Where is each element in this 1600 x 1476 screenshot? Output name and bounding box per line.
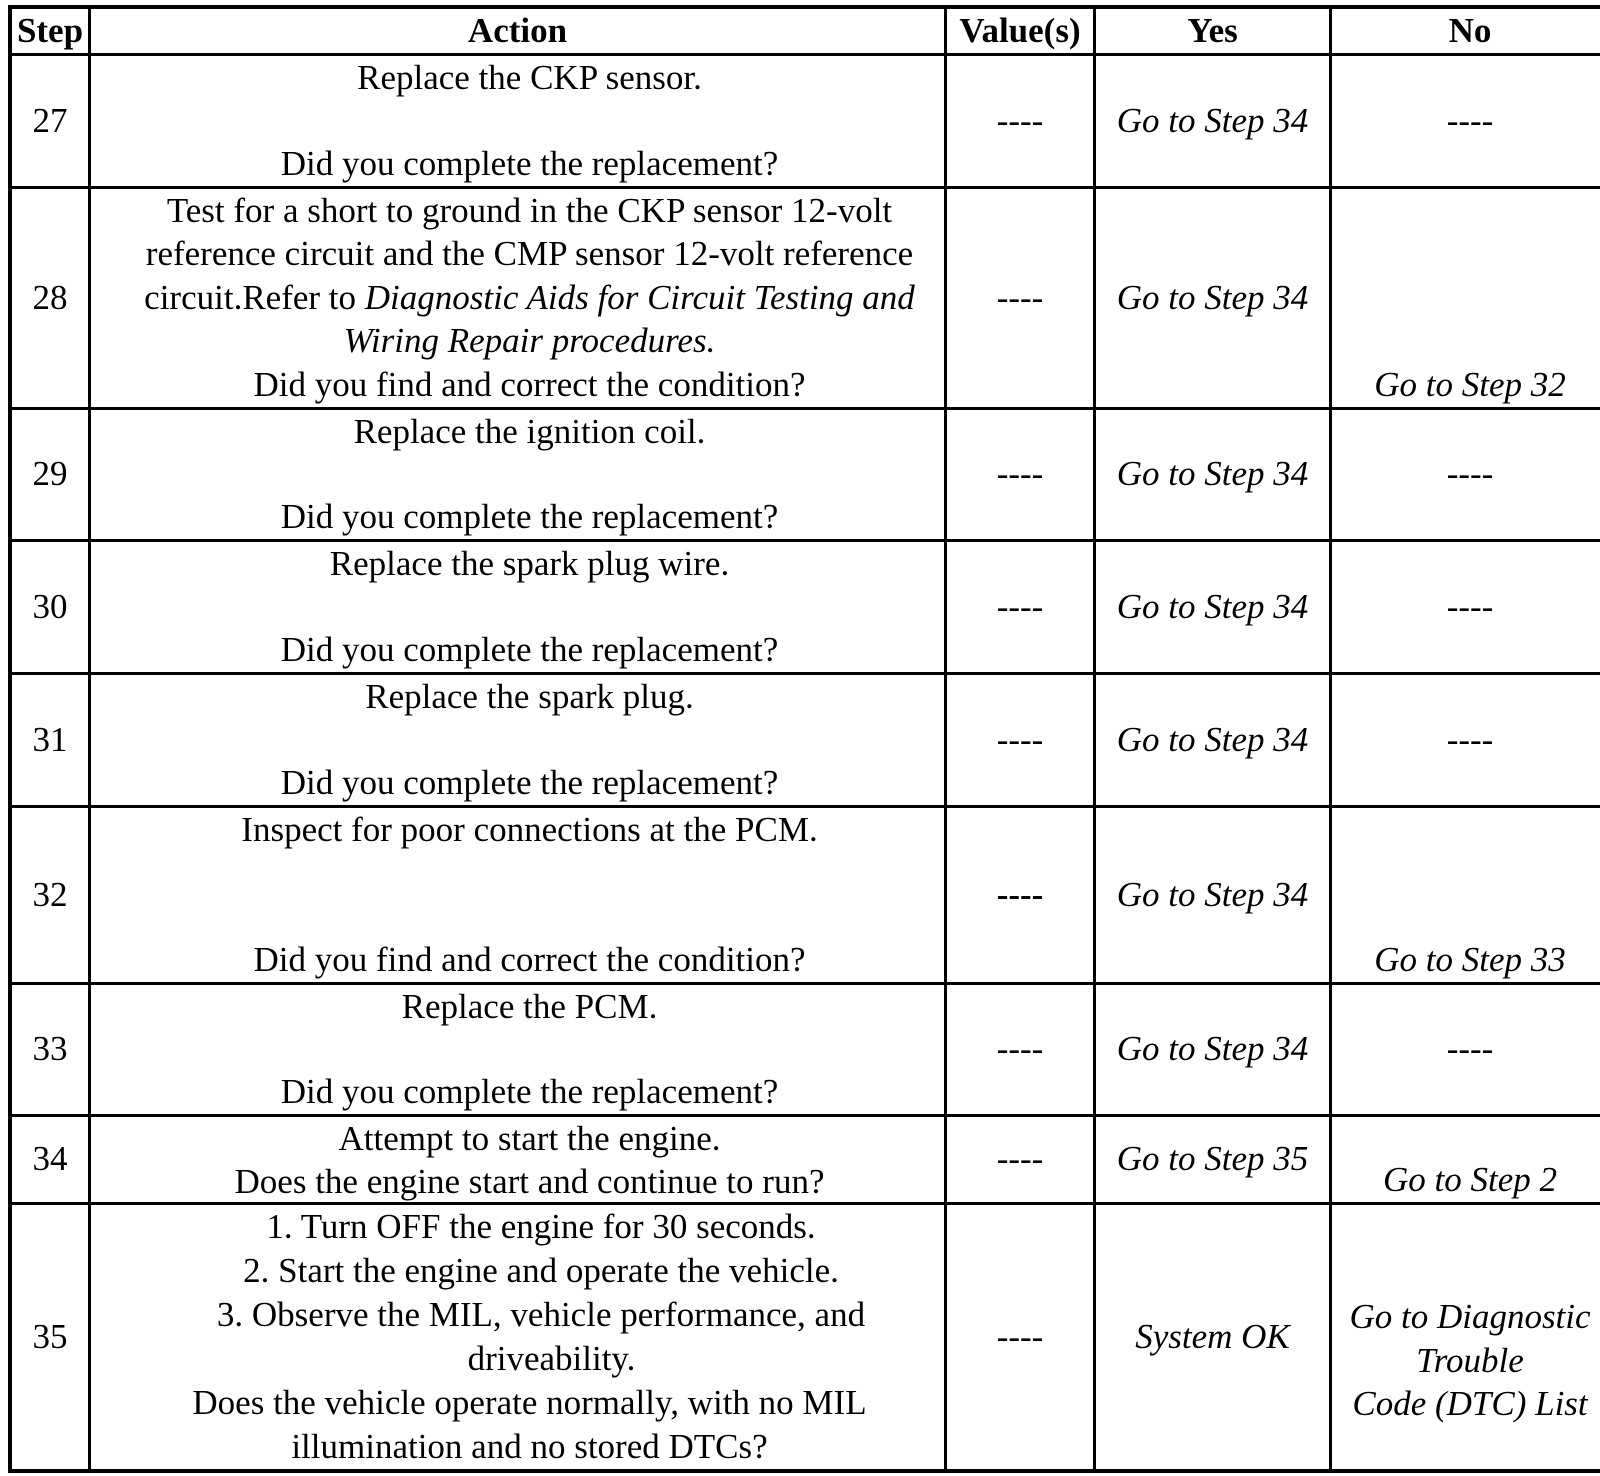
value-text: ---- [996, 277, 1044, 317]
dtc-list-link-line[interactable]: Code (DTC) List [1352, 1384, 1588, 1423]
no-cell [1331, 187, 1600, 408]
value-cell [946, 983, 1095, 1115]
action-instruction: Replace the spark plug wire. [329, 543, 730, 583]
yes-go-to-step-link[interactable]: Go to Step 34 [1116, 277, 1309, 317]
no-value-text: ---- [1446, 586, 1494, 626]
table-row [10, 408, 1600, 540]
action-cell [90, 1115, 946, 1203]
no-cell [1331, 1115, 1600, 1203]
action-question: Does the engine start and continue to run? [234, 1162, 825, 1201]
action-question: Did you complete the replacement? [280, 630, 779, 669]
reference-procedure-link[interactable]: Diagnostic Aids for Circuit Testing and [364, 277, 915, 317]
value-cell [946, 673, 1095, 806]
reference-procedure-link[interactable]: Wiring Repair procedures. [343, 321, 716, 361]
yes-cell [1095, 673, 1331, 806]
diagnostic-table [8, 5, 1600, 1473]
action-instruction: Replace the spark plug. [365, 676, 694, 716]
step-number-cell [10, 983, 90, 1115]
procedure-step-number: 3. [216, 1294, 244, 1334]
no-cell [1331, 806, 1600, 983]
yes-cell [1095, 1115, 1331, 1203]
table-row [10, 806, 1600, 983]
action-instruction-line [115, 319, 944, 363]
action-instruction: Inspect for poor connections at the PCM. [241, 809, 818, 849]
value-text: ---- [996, 100, 1044, 140]
value-text: ---- [996, 874, 1044, 914]
action-text [91, 675, 944, 805]
dtc-list-link-line[interactable]: Trouble [1416, 1340, 1524, 1380]
action-text [91, 542, 944, 672]
action-question: Does the vehicle operate normally, with no MIL [192, 1383, 867, 1423]
action-cell [90, 187, 946, 408]
step-number-cell [10, 673, 90, 806]
yes-result-text: System OK [1135, 1317, 1290, 1356]
action-question: Did you complete the replacement? [280, 497, 779, 536]
value-text: ---- [996, 454, 1044, 494]
yes-go-to-step-link[interactable]: Go to Step 35 [1116, 1139, 1309, 1179]
step-number-cell [10, 408, 90, 540]
action-instruction: Replace the CKP sensor. [357, 57, 702, 97]
no-value-text: ---- [1446, 719, 1494, 759]
no-value-text: ---- [1446, 100, 1494, 140]
no-cell [1331, 540, 1600, 673]
step-number-cell [10, 187, 90, 408]
yes-go-to-step-link[interactable]: Go to Step 34 [1116, 1029, 1309, 1069]
action-cell [90, 806, 946, 983]
table-row [10, 54, 1600, 187]
value-cell [946, 54, 1095, 187]
yes-go-to-step-link[interactable]: Go to Step 34 [1116, 874, 1309, 914]
no-cell [1331, 1203, 1600, 1471]
action-cell [90, 540, 946, 673]
no-go-to-step-link[interactable]: Go to Step 2 [1382, 1160, 1557, 1199]
action-instruction-line: Test for a short to ground in the CKP sensor 12-volt [166, 190, 893, 230]
procedure-step [115, 1205, 944, 1249]
action-question: Did you complete the replacement? [280, 1072, 779, 1111]
yes-go-to-step-link[interactable]: Go to Step 34 [1116, 100, 1309, 140]
value-text: ---- [996, 586, 1044, 626]
action-instruction-line [115, 276, 944, 320]
action-instruction-line: reference circuit and the CMP sensor 12-volt reference [145, 234, 914, 274]
value-cell [946, 540, 1095, 673]
value-cell [946, 1115, 1095, 1203]
yes-cell [1095, 1203, 1331, 1471]
action-text [91, 1117, 944, 1202]
step-number: 29 [32, 454, 68, 494]
action-question: illumination and no stored DTCs? [291, 1427, 768, 1467]
yes-go-to-step-link[interactable]: Go to Step 34 [1116, 586, 1309, 626]
yes-cell [1095, 54, 1331, 187]
no-go-to-step-link[interactable]: Go to Step 32 [1374, 365, 1566, 404]
action-question: Did you find and correct the condition? [253, 365, 806, 404]
step-number-cell [10, 1203, 90, 1471]
action-instruction: Replace the ignition coil. [353, 411, 706, 451]
step-number: 31 [32, 719, 68, 759]
yes-cell [1095, 983, 1331, 1115]
table-row [10, 187, 1600, 408]
header-step: Step [10, 7, 90, 54]
step-number-cell [10, 54, 90, 187]
action-cell [90, 408, 946, 540]
header-yes: Yes [1095, 7, 1331, 54]
header-values: Value(s) [946, 7, 1095, 54]
procedure-step-text: Turn OFF the engine for 30 seconds. [300, 1206, 816, 1246]
table-row [10, 540, 1600, 673]
action-question: Did you find and correct the condition? [253, 940, 806, 979]
step-number-cell [10, 1115, 90, 1203]
value-cell [946, 187, 1095, 408]
procedure-step [115, 1249, 944, 1293]
step-number: 30 [32, 586, 68, 626]
action-question: Did you complete the replacement? [280, 144, 779, 183]
no-cell [1331, 983, 1600, 1115]
yes-go-to-step-link[interactable]: Go to Step 34 [1116, 719, 1309, 759]
table-row [10, 1203, 1600, 1471]
table-head [10, 7, 1600, 54]
action-text [91, 985, 944, 1114]
step-number-cell [10, 806, 90, 983]
step-number: 32 [32, 874, 68, 914]
procedure-step-text: Observe the MIL, vehicle performance, and [251, 1294, 866, 1334]
no-cell [1331, 54, 1600, 187]
action-instruction: Attempt to start the engine. [338, 1118, 721, 1158]
value-cell [946, 806, 1095, 983]
table-row [10, 1115, 1600, 1203]
yes-cell [1095, 806, 1331, 983]
value-text: ---- [996, 719, 1044, 759]
action-cell [90, 1203, 946, 1471]
no-value-text: ---- [1446, 454, 1494, 494]
step-number: 27 [32, 100, 68, 140]
action-text [91, 56, 944, 186]
procedure-step-text: Start the engine and operate the vehicle. [278, 1250, 839, 1290]
procedure-step [115, 1293, 944, 1337]
action-cell [90, 673, 946, 806]
value-text: ---- [996, 1029, 1044, 1069]
no-cell [1331, 673, 1600, 806]
table-header-row [10, 7, 1600, 54]
action-text [91, 410, 944, 539]
no-value-text: ---- [1446, 1029, 1494, 1069]
procedure-step-number: 1. [266, 1206, 293, 1246]
dtc-list-link-line[interactable]: Go to Diagnostic [1349, 1297, 1591, 1336]
action-cell [90, 54, 946, 187]
yes-cell [1095, 408, 1331, 540]
yes-cell [1095, 540, 1331, 673]
value-text: ---- [996, 1139, 1044, 1179]
action-question: Did you complete the replacement? [280, 763, 779, 802]
procedure-step-continuation: driveability. [467, 1339, 636, 1379]
table-body [10, 54, 1600, 1471]
procedure-step-number: 2. [243, 1250, 270, 1290]
step-number: 33 [32, 1029, 68, 1069]
value-text: ---- [996, 1317, 1044, 1356]
step-number: 35 [32, 1317, 68, 1356]
table-row [10, 673, 1600, 806]
value-cell [946, 1203, 1095, 1471]
action-cell [90, 983, 946, 1115]
step-number-cell [10, 540, 90, 673]
header-action: Action [90, 7, 946, 54]
yes-go-to-step-link[interactable]: Go to Step 34 [1116, 454, 1309, 494]
step-number: 34 [32, 1139, 68, 1179]
no-cell [1331, 408, 1600, 540]
table-row [10, 983, 1600, 1115]
action-instruction: Replace the PCM. [401, 986, 658, 1026]
step-number: 28 [32, 277, 68, 317]
header-no: No [1331, 7, 1600, 54]
no-go-to-step-link[interactable]: Go to Step 33 [1374, 940, 1566, 979]
value-cell [946, 408, 1095, 540]
action-text [91, 189, 944, 407]
action-text [91, 1205, 944, 1470]
action-text [91, 808, 944, 982]
action-instruction-text: circuit.Refer to [144, 277, 357, 317]
yes-cell [1095, 187, 1331, 408]
